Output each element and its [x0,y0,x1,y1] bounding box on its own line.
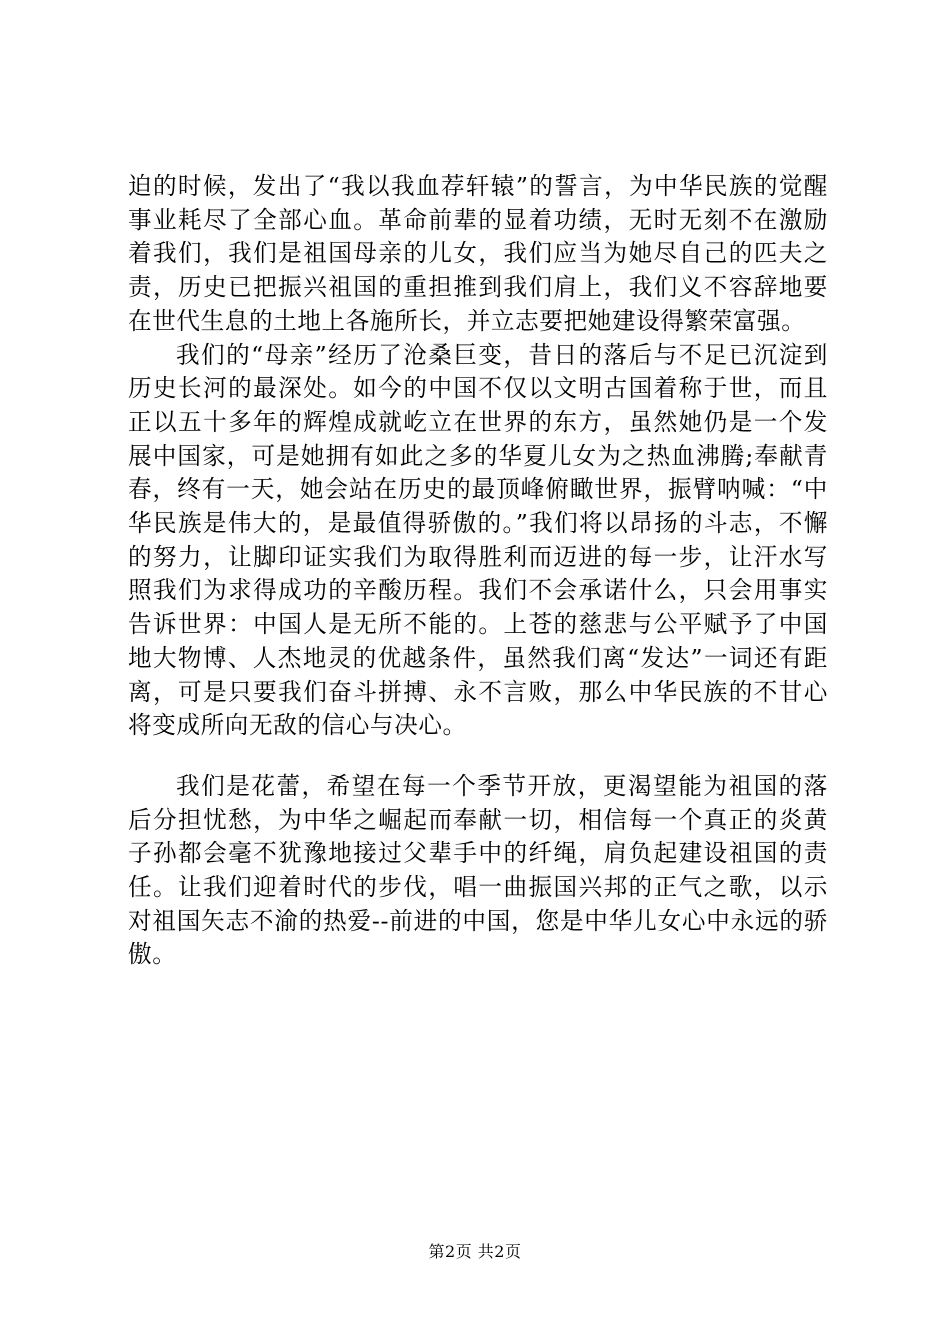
document-body [128,170,828,972]
paragraph-continuation: 迫的时候，发出了“我以我血荐轩辕”的誓言，为中华民族的觉醒事业耗尽了全部心血。革命前辈的显着功绩，无时无刻不在激励着我们，我们是祖国母亲的儿女，我们应当为她尽自己的匹夫之责，历史已把振兴祖国的重担推到我们肩上，我们义不容辞地要在世代生息的土地上各施所长，并立志要把她建设得繁荣富强。 [128,172,828,335]
paragraph-flower-buds: 我们是花蕾，希望在每一个季节开放，更渴望能为祖国的落后分担忧愁，为中华之崛起而奉献一切，相信每一个真正的炎黄子孙都会毫不犹豫地接过父辈手中的纤绳，肩负起建设祖国的责任。让我们迎着时代的步伐，唱一曲振国兴邦的正气之歌，以示对祖国矢志不渝的热爱--前进的中国，您是中华儿女心中永远的骄傲。 [128,771,828,969]
paragraph-mother-china: 我们的“母亲”经历了沧桑巨变，昔日的落后与不足已沉淀到历史长河的最深处。如今的中国不仅以文明古国着称于世，而且正以五十多年的辉煌成就屹立在世界的东方，虽然她仍是一个发展中国家，可是她拥有如此之多的华夏儿女为之热血沸腾;奉献青春，终有一天，她会站在历史的最顶峰俯瞰世界，振臂呐喊：“中华民族是伟大的，是最值得骄傲的。”我们将以昂扬的斗志，不懈的努力，让脚印证实我们为取得胜利而迈进的每一步，让汗水写照我们为求得成功的辛酸历程。我们不会承诺什么，只会用事实告诉世界：中国人是无所不能的。上苍的慈悲与公平赋予了中国地大物博、人杰地灵的优越条件，虽然我们离“发达”一词还有距离，可是只要我们奋斗拼搏、永不言败，那么中华民族的不甘心将变成所向无敌的信心与决心。 [128,340,828,740]
page-number-footer: 第2页 共2页 [428,1242,522,1261]
